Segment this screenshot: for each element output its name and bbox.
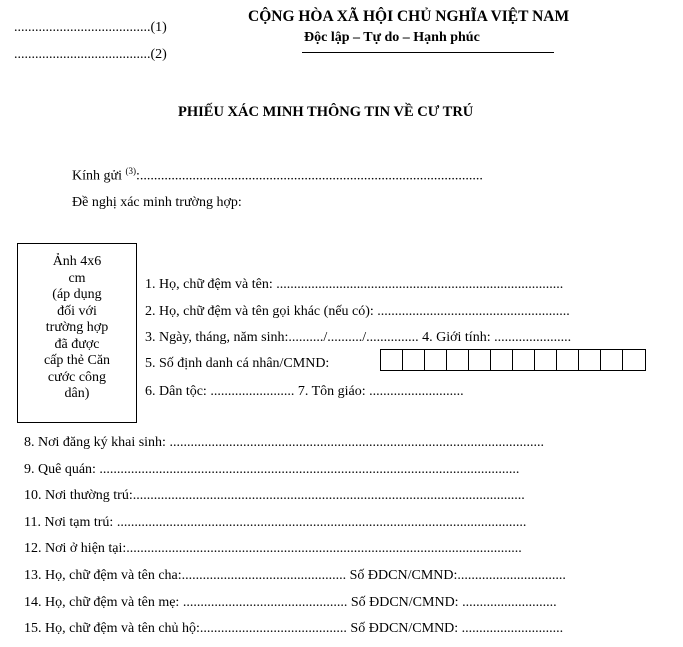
recipient-dots: :.................................................................................................. <box>135 168 483 184</box>
motto-underline <box>302 52 554 53</box>
recipient-line <box>72 166 483 185</box>
field-8-birth-registration: 8. Nơi đăng ký khai sinh: ........................................................................................................... <box>24 435 544 450</box>
id-cell <box>491 350 513 370</box>
id-cell <box>469 350 491 370</box>
id-cell <box>425 350 447 370</box>
photo-text-4: đối với <box>57 303 97 319</box>
field-3-birth-gender: 3. Ngày, tháng, năm sinh:........../........../............... 4. Giới tính: ...................... <box>145 330 572 345</box>
id-cell <box>403 350 425 370</box>
field-13-father: 13. Họ, chữ đệm và tên cha:............................................... Số ĐDCN/CMND:............................... <box>24 568 566 583</box>
field-2-other-name: 2. Họ, chữ đệm và tên gọi khác (nếu có): ....................................................... <box>145 304 570 319</box>
photo-text-5: trường hợp <box>45 320 109 335</box>
photo-text-3: (áp dụng <box>52 287 102 302</box>
id-number-grid <box>380 349 646 371</box>
recipient-label: Kính gửi <box>72 168 122 184</box>
field-9-hometown: 9. Quê quán: ........................................................................................................................ <box>24 462 520 477</box>
field-1-name: 1. Họ, chữ đệm và tên: .................................................................................. <box>145 277 564 292</box>
field-12-current-residence: 12. Nơi ở hiện tại:................................................................................................................. <box>24 541 522 556</box>
recipient-ref: (3) <box>125 166 136 176</box>
field-6-7-ethnicity-religion: 6. Dân tộc: ........................ 7. Tôn giáo: ........................... <box>145 384 464 399</box>
request-line: Đề nghị xác minh trường hợp: <box>72 195 242 210</box>
id-cell <box>601 350 623 370</box>
id-cell <box>535 350 557 370</box>
photo-box <box>17 243 137 423</box>
id-cell <box>579 350 601 370</box>
field-10-permanent-residence: 10. Nơi thường trú:................................................................................................................ <box>24 488 525 503</box>
id-cell <box>381 350 403 370</box>
photo-text-9: dân) <box>64 386 90 401</box>
agency-line-2: .......................................(2) <box>14 47 167 62</box>
motto: Độc lập – Tự do – Hạnh phúc <box>304 30 480 45</box>
id-cell <box>513 350 535 370</box>
photo-text-2: cm <box>68 270 86 286</box>
field-14-mother: 14. Họ, chữ đệm và tên mẹ: ............................................... Số ĐDCN/CMND: ........................... <box>24 595 557 610</box>
id-cell <box>557 350 579 370</box>
photo-text-8: cước công <box>47 369 107 385</box>
photo-text-7: cấp thẻ Căn <box>43 353 111 368</box>
id-cell <box>623 350 645 370</box>
agency-line-1: .......................................(1) <box>14 20 167 35</box>
photo-text-6: đã được <box>54 336 100 352</box>
field-11-temporary-residence: 11. Nơi tạm trú: ..................................................................................................................... <box>24 515 527 530</box>
photo-text-1: Ảnh 4x6 <box>52 254 102 269</box>
nation-heading: CỘNG HÒA XÃ HỘI CHỦ NGHĨA VIỆT NAM <box>248 8 570 25</box>
field-15-household-head: 15. Họ, chữ đệm và tên chủ hộ:.......................................... Số ĐDCN/CMND: ............................. <box>24 621 564 636</box>
field-5-id-label: 5. Số định danh cá nhân/CMND: <box>145 356 330 371</box>
id-cell <box>447 350 469 370</box>
page-title: PHIẾU XÁC MINH THÔNG TIN VỀ CƯ TRÚ <box>178 104 474 120</box>
